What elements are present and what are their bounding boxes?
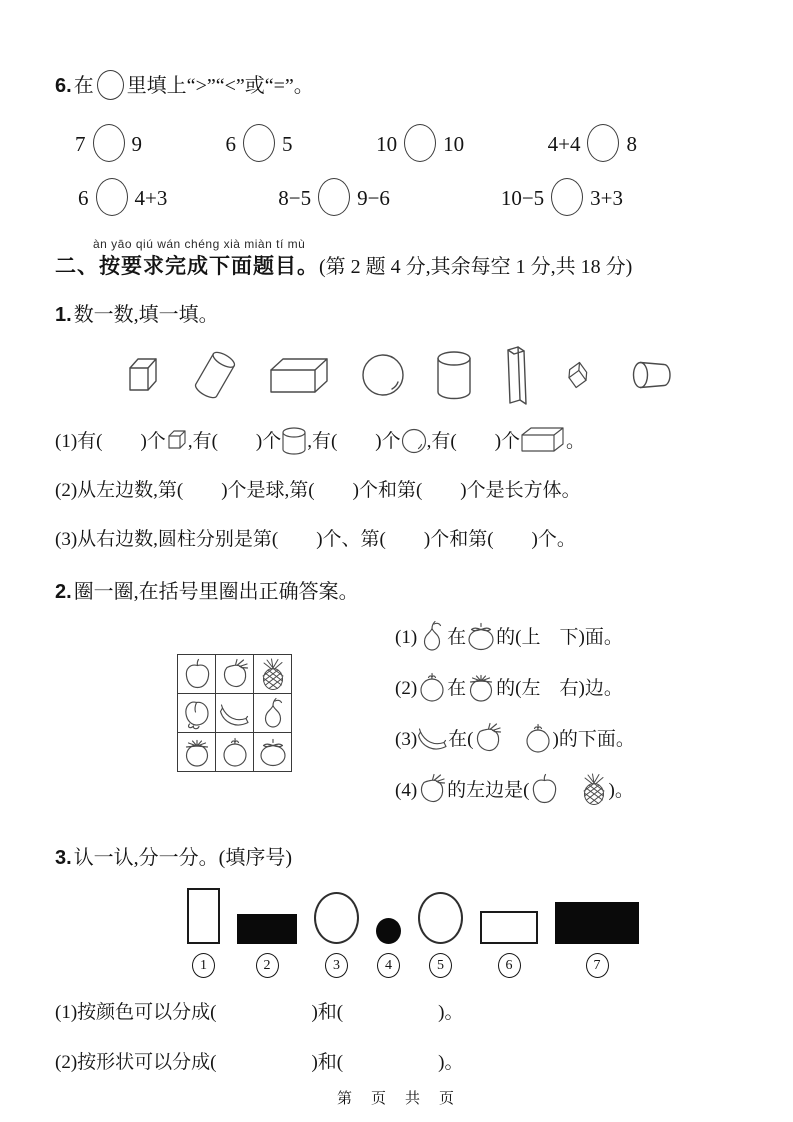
sphere-icon xyxy=(361,353,405,397)
grid-cell-banana xyxy=(216,694,254,733)
right-value: 9 xyxy=(131,132,142,156)
question-line: (1)按颜色可以分成( )和( )。 xyxy=(55,1002,464,1023)
fruit-grid xyxy=(177,654,292,772)
page-footer: 第 页 共 页 xyxy=(336,1091,456,1107)
shape-number-label: 3 xyxy=(325,953,348,978)
question-line: (2)从左边数,第( )个是球,第( )个和第( )个是长方体。 xyxy=(55,480,581,501)
answer-circle-icon xyxy=(551,178,583,216)
comparison-row-2 xyxy=(78,175,623,219)
question-2-text: 圈一圈,在括号里圈出正确答案。 xyxy=(73,581,359,603)
question-line: (1)有( )个 ,有( )个 ,有( )个 ,有( )个 。 xyxy=(55,424,738,460)
question-line: (2)按形状可以分成( )和( )。 xyxy=(55,1052,464,1073)
shape-item xyxy=(418,892,463,978)
cylinder-side-icon xyxy=(631,360,673,390)
section-2-title xyxy=(55,252,738,281)
solid-shapes-row xyxy=(125,339,673,411)
left-value: 6 xyxy=(78,186,89,210)
cube-tilted-icon xyxy=(559,355,601,395)
persimmon-icon xyxy=(258,736,288,768)
shape-number-label: 1 xyxy=(192,953,215,978)
question-line: (2) 在 的(左 右)边。 xyxy=(395,671,635,705)
flat-shapes-row xyxy=(187,888,639,978)
banana-icon xyxy=(417,722,448,753)
answer-circle-icon xyxy=(93,124,125,162)
cuboid-sm-icon xyxy=(520,426,566,453)
left-value: 7 xyxy=(75,132,86,156)
shape-number-label: 6 xyxy=(498,953,521,978)
fruit-grid-area xyxy=(55,612,395,824)
section-2-header xyxy=(55,237,738,281)
orange-icon xyxy=(523,722,553,754)
apple-icon xyxy=(529,773,559,805)
strawberry-icon xyxy=(473,722,503,754)
section-2-pinyin: àn yāo qiú wán chéng xià miàn tí mù xyxy=(93,237,306,251)
section-2-score-note: (第 2 题 4 分,其余每空 1 分,共 18 分) xyxy=(319,256,633,278)
grid-cell-persimmon xyxy=(254,733,292,772)
tomato-icon xyxy=(466,671,496,703)
comparison-item xyxy=(548,124,637,162)
left-value: 10 xyxy=(376,132,398,156)
grid-cell-apple xyxy=(178,655,216,694)
white-tall-rectangle-shape xyxy=(187,888,220,944)
orange-icon xyxy=(220,736,250,768)
left-value: 4+4 xyxy=(547,132,581,156)
cylinder-icon xyxy=(435,350,473,400)
strawberry-icon xyxy=(417,773,447,805)
apple-icon xyxy=(182,658,212,690)
question-line: (4) 的左边是( )。 xyxy=(395,773,635,807)
question-2-items xyxy=(395,612,635,824)
question-3-title xyxy=(55,844,738,872)
shape-item xyxy=(314,892,359,978)
left-value: 10−5 xyxy=(500,186,545,210)
cylinder-tilted-icon xyxy=(191,346,239,404)
question-2-number: 2. xyxy=(55,581,72,603)
cube-sm-icon xyxy=(166,428,188,451)
left-value: 6 xyxy=(225,132,237,156)
question-line: (1) 在 的(上 下)面。 xyxy=(395,620,635,654)
right-value: 10 xyxy=(443,132,465,156)
answer-circle-icon xyxy=(243,124,275,162)
black-rectangle-shape xyxy=(237,914,297,944)
question-6-title xyxy=(55,70,738,101)
banana-icon xyxy=(219,698,250,729)
tomato-icon xyxy=(182,736,212,768)
box-tall-icon xyxy=(503,343,529,407)
comparison-item xyxy=(75,124,142,162)
grid-row xyxy=(178,694,292,733)
answer-circle-icon xyxy=(97,70,124,100)
section-2-title-text: 二、按要求完成下面题目。 xyxy=(55,255,319,278)
shape-number-label: 4 xyxy=(377,953,400,978)
comparison-item xyxy=(226,124,293,162)
question-1-number: 1. xyxy=(55,304,72,326)
pineapple-icon xyxy=(258,658,288,690)
question-6-text-pre: 在 xyxy=(73,75,94,97)
question-1-blanks xyxy=(55,424,738,558)
question-3-number: 3. xyxy=(55,847,72,869)
shape-number-label: 5 xyxy=(429,953,452,978)
comparison-item xyxy=(278,178,390,216)
right-value: 4+3 xyxy=(134,186,168,210)
shape-item xyxy=(555,902,639,978)
pear-icon xyxy=(417,620,447,652)
shape-item xyxy=(187,888,220,978)
question-line: (3)从右边数,圆柱分别是第( )个、第( )个和第( )个。 xyxy=(55,529,576,550)
right-value: 5 xyxy=(282,132,293,156)
cylinder-sm-icon xyxy=(281,426,307,456)
white-rectangle-shape xyxy=(480,911,538,944)
question-line: (3) 在( )的下面。 xyxy=(395,722,635,756)
strawberry-icon xyxy=(220,658,250,690)
question-2-title xyxy=(55,578,738,606)
right-value: 9−6 xyxy=(357,186,390,210)
grid-cell-peach xyxy=(178,694,216,733)
answer-circle-icon xyxy=(318,178,350,216)
grid-row xyxy=(178,733,292,772)
question-2-body xyxy=(55,612,738,824)
question-6-text-post: 里填上“>”“<”或“=”。 xyxy=(126,75,314,97)
comparison-row-1 xyxy=(75,121,637,165)
right-value: 8 xyxy=(626,132,637,156)
grid-row xyxy=(178,655,292,694)
pineapple-icon xyxy=(579,773,609,805)
question-1-text: 数一数,填一填。 xyxy=(73,304,219,326)
grid-cell-strawberry xyxy=(216,655,254,694)
pear-icon xyxy=(258,697,288,729)
question-3-blanks xyxy=(55,998,738,1078)
grid-cell-orange xyxy=(216,733,254,772)
shape-item xyxy=(237,914,297,978)
answer-circle-icon xyxy=(96,178,128,216)
shape-number-label: 7 xyxy=(586,953,609,978)
shape-number-label: 2 xyxy=(256,953,279,978)
black-dot-shape xyxy=(376,918,401,944)
sphere-sm-icon xyxy=(401,428,427,454)
question-3-text: 认一认,分一分。(填序号) xyxy=(73,847,293,869)
cube-icon xyxy=(125,356,161,394)
orange-icon xyxy=(417,671,447,703)
shape-item xyxy=(376,918,401,978)
question-1-title xyxy=(55,301,738,329)
right-value: 3+3 xyxy=(590,186,623,210)
white-circle-shape xyxy=(314,892,359,944)
grid-cell-pineapple xyxy=(254,655,292,694)
persimmon-icon xyxy=(466,620,496,652)
shape-item xyxy=(480,911,538,978)
question-6-number: 6. xyxy=(55,75,72,97)
cuboid-icon xyxy=(269,355,331,395)
comparison-item xyxy=(501,178,623,216)
comparison-item xyxy=(78,178,167,216)
answer-circle-icon xyxy=(587,124,619,162)
left-value: 8−5 xyxy=(278,186,312,210)
grid-cell-tomato xyxy=(178,733,216,772)
black-wide-rectangle-shape xyxy=(555,902,639,944)
white-circle-shape xyxy=(418,892,463,944)
answer-circle-icon xyxy=(404,124,436,162)
comparison-item xyxy=(376,124,464,162)
grid-cell-pear xyxy=(254,694,292,733)
peach-icon xyxy=(182,697,212,730)
